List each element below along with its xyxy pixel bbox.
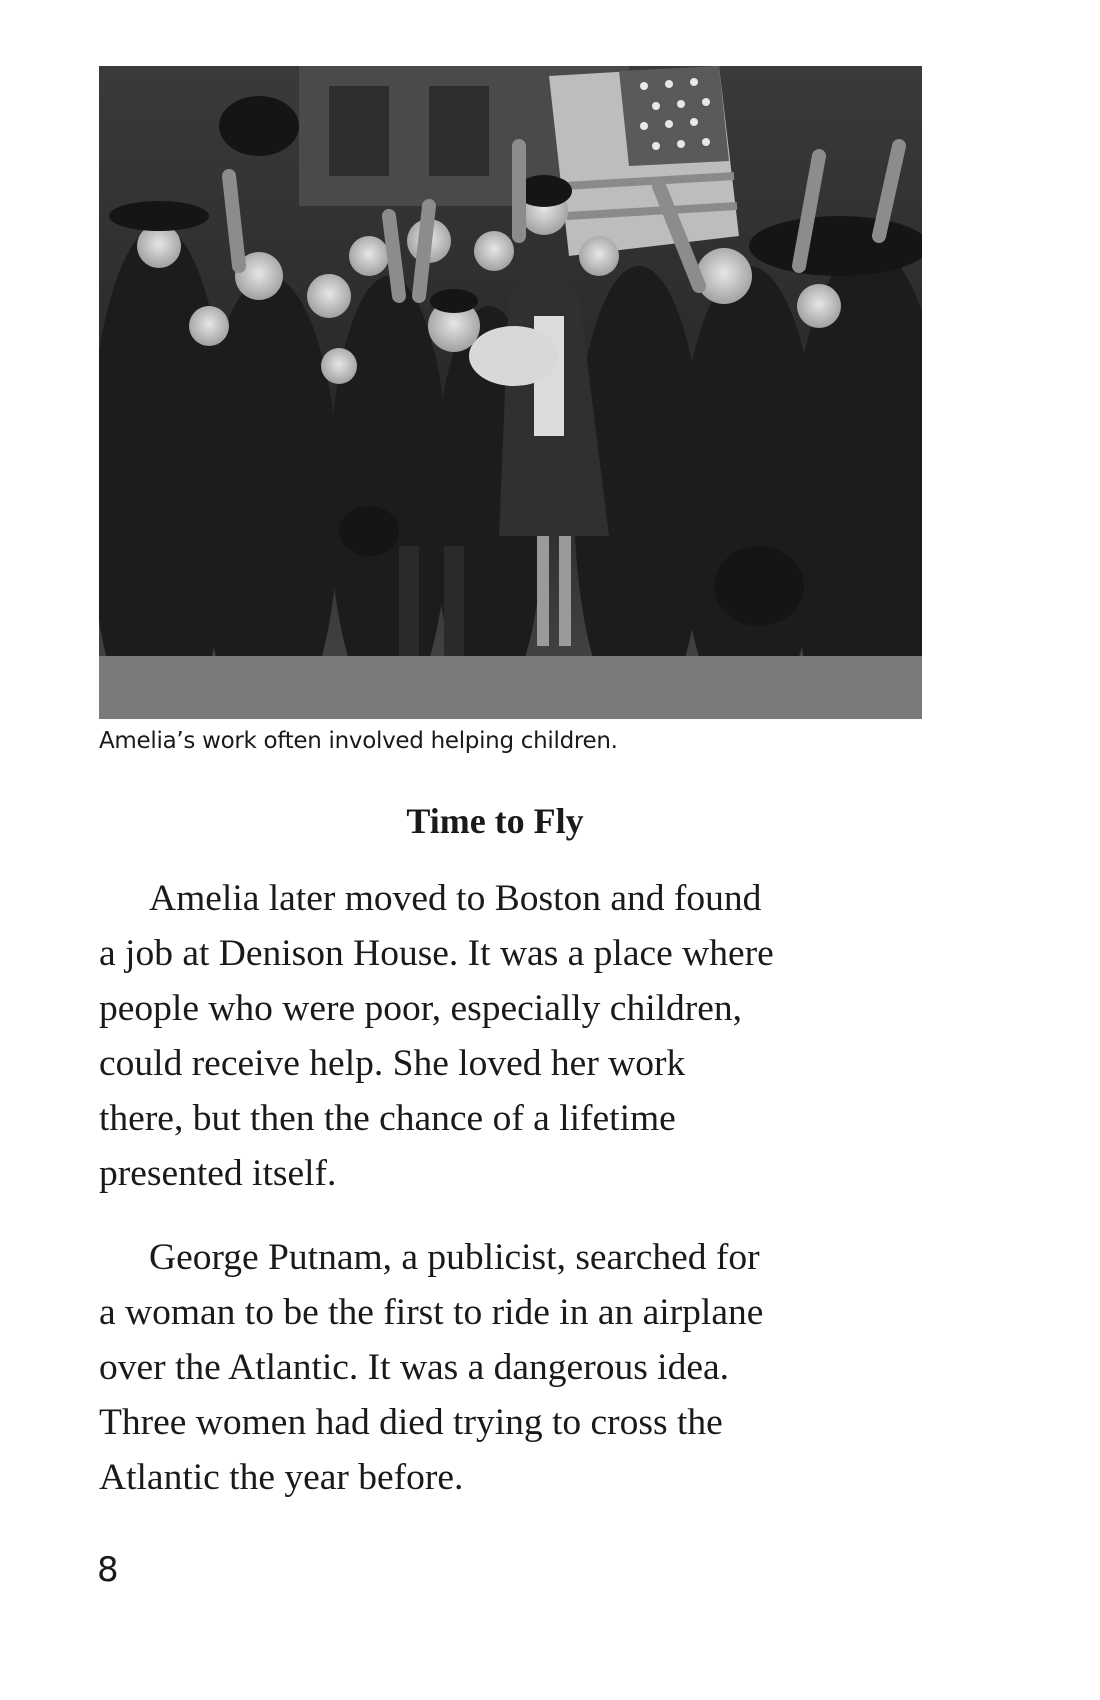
paragraph-line: Three women had died trying to cross the (99, 1402, 723, 1443)
paragraph-line: a woman to be the first to ride in an airplane (99, 1292, 764, 1333)
paragraph-line: George Putnam, a publicist, searched for (149, 1237, 760, 1278)
paragraph-line: Amelia later moved to Boston and found (149, 878, 762, 919)
paragraph-line: Atlantic the year before. (99, 1457, 464, 1498)
paragraph-line: a job at Denison House. It was a place where (99, 933, 774, 974)
section-title: Time to Fly (406, 801, 584, 841)
paragraph-line: could receive help. She loved her work (99, 1043, 686, 1084)
paragraph-line: presented itself. (99, 1153, 337, 1194)
paragraph-line: there, but then the chance of a lifetime (99, 1098, 676, 1139)
body-paragraph (99, 871, 879, 1201)
page-number: 8 (97, 1550, 119, 1590)
crowd-photo-illustration (99, 66, 922, 719)
crowd-photo (99, 66, 922, 719)
paragraph-line: over the Atlantic. It was a dangerous idea. (99, 1347, 729, 1388)
body-paragraph (99, 1230, 879, 1505)
photo-caption: Amelia’s work often involved helping children. (99, 728, 618, 754)
paragraph-line: people who were poor, especially children, (99, 988, 743, 1029)
